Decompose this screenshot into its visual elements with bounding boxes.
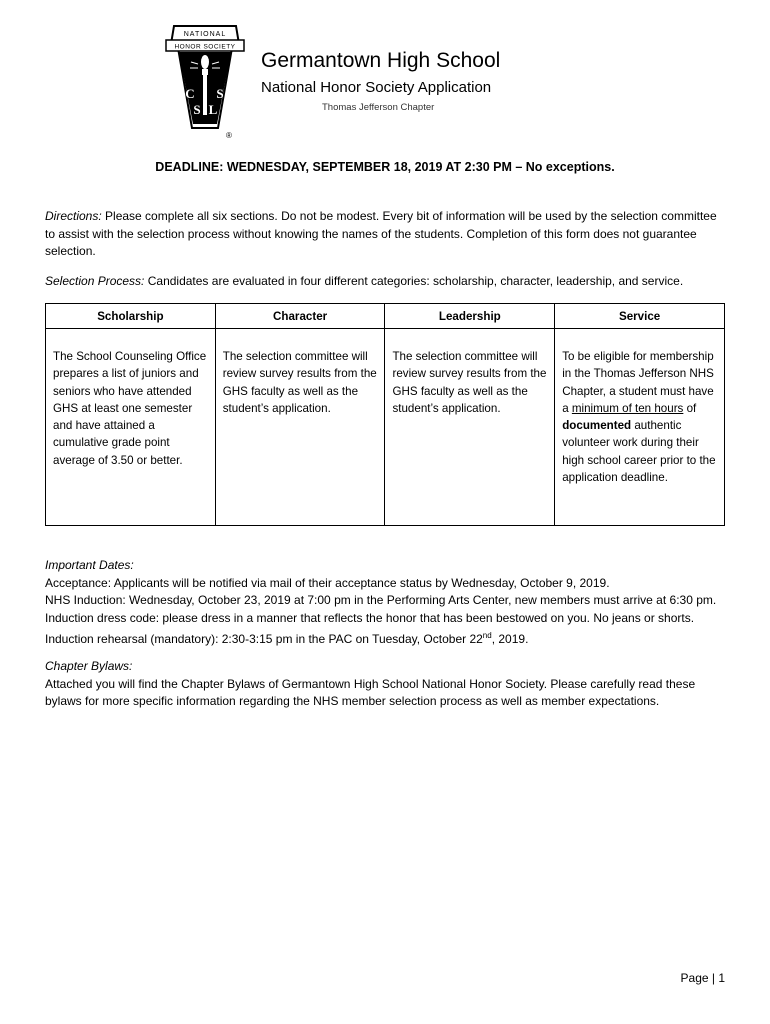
directions-label: Directions: [45, 209, 102, 223]
service-text-post: authentic volunteer work during their high school career prior to the application deadline. [562, 419, 716, 485]
application-title: National Honor Society Application [261, 79, 492, 96]
service-text-mid: of [683, 401, 697, 415]
header-scholarship: Scholarship [46, 304, 216, 329]
selection-label: Selection Process: [45, 274, 145, 288]
induction-ordinal: nd [482, 631, 492, 640]
important-dates-section [45, 557, 725, 649]
logo-letter-1: C [185, 86, 195, 101]
deadline-notice: DEADLINE: WEDNESDAY, SEPTEMBER 18, 2019 AT 2:30 PM – No exceptions. [155, 160, 615, 174]
header-character: Character [215, 304, 385, 329]
selection-process-paragraph [45, 273, 725, 291]
important-dates-label: Important Dates: [45, 558, 134, 572]
logo-letter-3: L [208, 102, 218, 117]
cell-character: The selection committee will review survey results from the GHS faculty as well as the student’s application. [215, 329, 385, 526]
cell-service [555, 329, 725, 526]
induction-end: , 2019. [491, 632, 529, 646]
table-row [46, 329, 725, 526]
service-min-hours: minimum of ten hours [571, 401, 684, 415]
selection-text: Candidates are evaluated in four different categories: scholarship, character, leadership, and service. [144, 274, 684, 288]
bylaws-text: Attached you will find the Chapter Bylaws of Germantown High School National Honor Society. Please carefully read these bylaws for more specific information regarding the NHS member selection process as well as member expectations. [45, 676, 696, 708]
nhs-emblem-logo [160, 22, 250, 142]
page-number: Page | 1 [680, 971, 725, 985]
directions-paragraph [45, 208, 725, 261]
table-header-row [46, 304, 725, 329]
logo-top-text: NATIONAL [183, 31, 227, 38]
chapter-name: Thomas Jefferson Chapter [322, 102, 435, 113]
service-text-pre: To be eligible for membership in the Thomas Jefferson NHS Chapter, a student must have a [562, 350, 714, 415]
document-header [261, 48, 681, 114]
school-name: Germantown High School [261, 49, 501, 72]
registered-mark: ® [226, 131, 232, 140]
service-documented: documented [562, 419, 632, 433]
categories-table [45, 303, 725, 526]
bylaws-section [45, 658, 725, 711]
header-leadership: Leadership [385, 304, 555, 329]
directions-text: Please complete all six sections. Do not be modest. Every bit of information will be used by the selection committee to assist with the selection process without knowing the names of the students. Completion of this form does not guarantee selection. [45, 209, 717, 258]
cell-scholarship: The School Counseling Office prepares a list of juniors and seniors who have attended GHS at least one semester and have attained a cumulative grade point average of 3.50 or better. [46, 329, 216, 526]
bylaws-label: Chapter Bylaws: [45, 659, 133, 673]
acceptance-text: Acceptance: Applicants will be notified via mail of their acceptance status by Wednesday, October 9, 2019. [45, 575, 610, 590]
logo-band-text: HONOR SOCIETY [174, 43, 236, 51]
induction-text: NHS Induction: Wednesday, October 23, 2019 at 7:00 pm in the Performing Arts Center, new members must arrive at 6:30 pm. Induction dress code: please dress in a manner that reflects the honor that has been bestowed on you. No jeans or shorts. Induction rehearsal (mandatory): 2:30-3:15 pm in the PAC on Tuesday, October 22 [45, 593, 717, 646]
logo-letter-4: S [216, 86, 224, 101]
cell-leadership: The selection committee will review survey results from the GHS faculty as well as the student’s application. [385, 329, 555, 526]
logo-letter-2: S [193, 102, 201, 117]
header-service: Service [555, 304, 725, 329]
